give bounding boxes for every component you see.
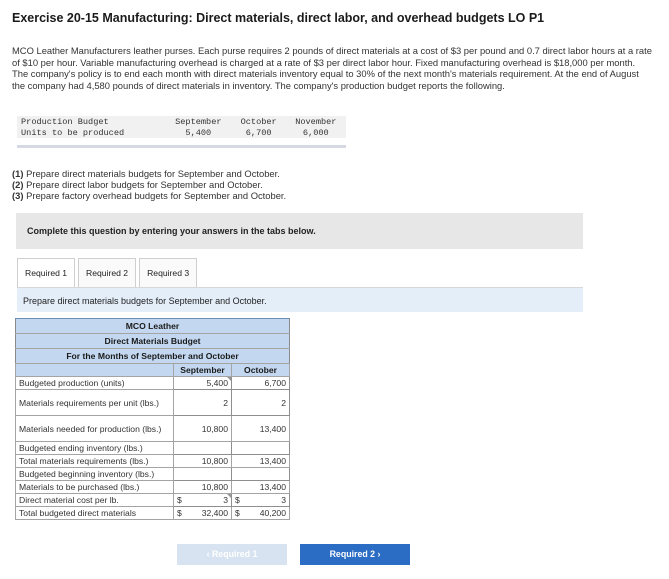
label-total-direct-materials: Total budgeted direct materials: [16, 507, 174, 520]
row-materials-per-unit: [16, 390, 290, 416]
input-materials-per-unit-oct[interactable]: 2: [232, 390, 290, 416]
row-total-requirements: [16, 455, 290, 468]
value-total-direct-materials-oct: $ 40,200: [232, 507, 290, 520]
value-total-direct-materials-sep: $ 32,400: [174, 507, 232, 520]
tab-instruction: Prepare direct materials budgets for September and October.: [17, 288, 583, 312]
requirement-item: (2) Prepare direct labor budgets for September and October.: [12, 179, 263, 191]
requirement-tabs: [17, 258, 197, 288]
value-to-be-purchased-oct: 13,400: [232, 481, 290, 494]
row-cost-per-lb: [16, 494, 290, 507]
row-ending-inventory: [16, 442, 290, 455]
input-budgeted-production-sep[interactable]: 5,400: [174, 377, 232, 390]
budget-period: For the Months of September and October: [16, 349, 290, 364]
label-materials-per-unit: Materials requirements per unit (lbs.): [16, 390, 174, 416]
label-materials-needed: Materials needed for production (lbs.): [16, 416, 174, 442]
next-required-button[interactable]: Required 2 ›: [300, 544, 410, 565]
value-materials-needed-oct: 13,400: [232, 416, 290, 442]
input-cost-per-lb-sep[interactable]: $ 3: [174, 494, 232, 507]
production-month-october: October: [232, 116, 286, 127]
production-units-row: [17, 127, 346, 138]
input-budgeted-production-oct[interactable]: 6,700: [232, 377, 290, 390]
production-row-label: Units to be produced: [17, 127, 165, 138]
budget-company: MCO Leather: [16, 319, 290, 334]
tab-required-2[interactable]: Required 2: [78, 258, 136, 288]
cell-marker-icon: [227, 377, 231, 381]
currency-symbol: $: [177, 495, 182, 505]
col-september: September: [174, 364, 232, 377]
tab-required-3[interactable]: Required 3: [139, 258, 197, 288]
row-budgeted-production: [16, 377, 290, 390]
value-total-requirements-sep: 10,800: [174, 455, 232, 468]
row-total-direct-materials: [16, 507, 290, 520]
direct-materials-budget-table: [15, 318, 290, 520]
currency-symbol: $: [235, 495, 240, 505]
label-beginning-inventory: Budgeted beginning inventory (lbs.): [16, 468, 174, 481]
value-total-requirements-oct: 13,400: [232, 455, 290, 468]
requirements-list: [12, 168, 286, 202]
production-month-september: September: [165, 116, 232, 127]
value-materials-needed-sep: 10,800: [174, 416, 232, 442]
production-budget-table: [17, 116, 346, 138]
row-beginning-inventory: [16, 468, 290, 481]
input-beginning-inventory-oct[interactable]: [232, 468, 290, 481]
prev-required-button[interactable]: ‹ Required 1: [177, 544, 287, 565]
budget-header-blank: [16, 364, 174, 377]
currency-symbol: $: [177, 508, 182, 518]
row-to-be-purchased: [16, 481, 290, 494]
input-ending-inventory-sep[interactable]: [174, 442, 232, 455]
row-materials-needed: [16, 416, 290, 442]
requirement-item: (1) Prepare direct materials budgets for September and October.: [12, 168, 280, 179]
production-budget-header-row: [17, 116, 346, 127]
input-beginning-inventory-sep[interactable]: [174, 468, 232, 481]
exercise-title: Exercise 20-15 Manufacturing: Direct materials, direct labor, and overhead budgets LO P1: [12, 11, 545, 25]
production-units-september: 5,400: [165, 127, 232, 138]
input-ending-inventory-oct[interactable]: [232, 442, 290, 455]
requirement-item: (3) Prepare factory overhead budgets for September and October.: [12, 190, 287, 202]
production-units-november: 6,000: [286, 127, 346, 138]
value-to-be-purchased-sep: 10,800: [174, 481, 232, 494]
input-cost-per-lb-oct[interactable]: $ 3: [232, 494, 290, 507]
label-total-requirements: Total materials requirements (lbs.): [16, 455, 174, 468]
label-to-be-purchased: Materials to be purchased (lbs.): [16, 481, 174, 494]
budget-name: Direct Materials Budget: [16, 334, 290, 349]
complete-notice: Complete this question by entering your answers in the tabs below.: [16, 213, 583, 249]
problem-description: MCO Leather Manufacturers leather purses. Each purse requires 2 pounds of direct materials at a cost of $3 per pound and 0.7 direct labor hours at a rate of $10 per hour. Variable manufacturing overhead is charged at a rate of $3 per direct labor hour. Fixed manufacturing overhead is $18,000 per month. The company's policy is to end each month with direct materials inventory equal to 30% of the next month's materials requirement. At the end of August the company had 4,580 pounds of direct materials in inventory. The company's production budget reports the following.: [12, 45, 652, 91]
currency-symbol: $: [235, 508, 240, 518]
label-budgeted-production: Budgeted production (units): [16, 377, 174, 390]
label-cost-per-lb: Direct material cost per lb.: [16, 494, 174, 507]
production-month-november: November: [286, 116, 346, 127]
production-budget-label: Production Budget: [17, 116, 165, 127]
production-table-divider: [17, 145, 346, 148]
col-october: October: [232, 364, 290, 377]
input-materials-per-unit-sep[interactable]: 2: [174, 390, 232, 416]
label-ending-inventory: Budgeted ending inventory (lbs.): [16, 442, 174, 455]
cell-marker-icon: [227, 494, 231, 498]
tab-required-1[interactable]: Required 1: [17, 258, 75, 288]
production-units-october: 6,700: [232, 127, 286, 138]
